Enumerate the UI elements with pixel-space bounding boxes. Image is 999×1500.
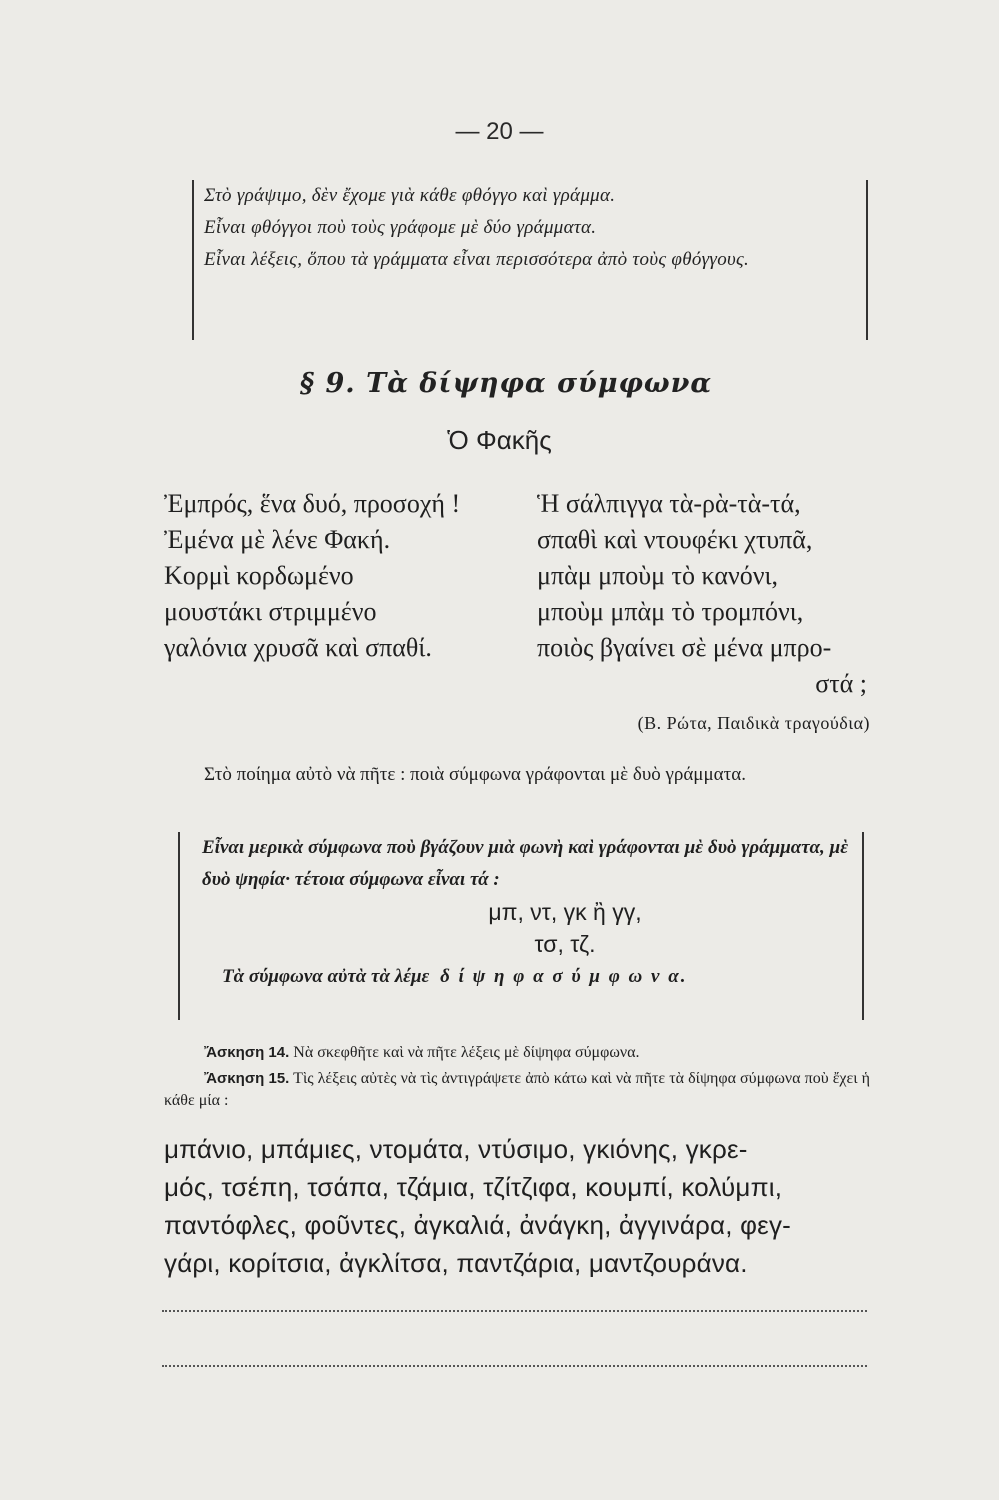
rule-conclusion-prefix: Τὰ σύμφωνα αὐτὰ τὰ λέμε xyxy=(222,966,430,987)
rule-conclusion-term: δ ί ψ η φ α σ ύ μ φ ω ν α. xyxy=(440,966,688,987)
poem-line: μπὰμ μποὺμ τὸ κανόνι, xyxy=(537,561,778,590)
poem-line-continuation: στά ; xyxy=(815,669,867,698)
exercise-text: Τὶς λέξεις αὐτὲς νὰ τὶς ἀντιγράψετε ἀπὸ κάτω καὶ νὰ πῆτε τὰ δίψηφα σύμφωνα ποὺ ἔχει ἡ κάθε μία : xyxy=(164,1070,871,1109)
digraph-list-1: μπ, ντ, γκ ἢ γγ, xyxy=(488,899,642,925)
rule-box xyxy=(178,832,864,1020)
poem-question: Στὸ ποίημα αὐτὸ νὰ πῆτε : ποιὰ σύμφωνα γράφονται μὲ δυὸ γράμματα. xyxy=(204,764,746,785)
poem-line: γαλόνια χρυσᾶ καὶ σπαθί. xyxy=(164,633,432,662)
digraph-list-2: τσ, τζ. xyxy=(534,931,596,957)
intro-line: Εἶναι φθόγγοι ποὺ τοὺς γράφομε μὲ δύο γράμματα. xyxy=(204,217,597,238)
poem-right-column xyxy=(537,486,867,702)
page-number: — 20 — xyxy=(455,118,544,145)
poem-line: μποὺμ μπὰμ τὸ τρομπόνι, xyxy=(537,597,804,626)
rule-text: Εἶναι μερικὰ σύμφωνα ποὺ βγάζουν μιὰ φωνὴ καὶ γράφονται μὲ δυὸ γράμματα, μὲ δυὸ ψηφία· τέτοια σύμφωνα εἶναι τά : xyxy=(202,837,848,890)
poem-left-column xyxy=(164,486,524,666)
poem-line: Ἡ σάλπιγγα τὰ-ρὰ-τὰ-τά, xyxy=(537,489,801,518)
poem-title: Ὁ Φακῆς xyxy=(447,425,552,455)
intro-line: Εἶναι λέξεις, ὅπου τὰ γράμματα εἶναι περισσότερα ἀπὸ τοὺς φθόγγους. xyxy=(204,249,750,270)
intro-box xyxy=(192,180,868,340)
exercise-14 xyxy=(164,1042,870,1064)
exercise-text: Νὰ σκεφθῆτε καὶ νὰ πῆτε λέξεις μὲ δίψηφα σύμφωνα. xyxy=(293,1044,640,1061)
exercise-label: Ἄσκηση 14. xyxy=(204,1044,290,1061)
poem-line: σπαθὶ καὶ ντουφέκι χτυπᾶ, xyxy=(537,525,813,554)
exercise-15 xyxy=(164,1068,870,1112)
section-title: § 9. Τὰ δίψηφα σύμφωνα xyxy=(300,368,713,399)
word-line: μός, τσέπη, τσάπα, τζάμια, τζίτζιφα, κουμπί, κολύμπι, xyxy=(164,1172,783,1202)
word-list xyxy=(164,1130,869,1282)
word-line: παντόφλες, φοῦντες, ἀγκαλιά, ἀνάγκη, ἀγγινάρα, φεγ- xyxy=(164,1210,792,1240)
word-line: μπάνιο, μπάμιες, ντομάτα, ντύσιμο, γκιόνης, γκρε- xyxy=(164,1134,748,1164)
writing-line xyxy=(162,1365,867,1367)
poem-line: μουστάκι στριμμένο xyxy=(164,597,377,626)
poem-attribution: (Β. Ρώτα, Παιδικὰ τραγούδια) xyxy=(637,713,870,733)
exercise-label: Ἄσκηση 15. xyxy=(204,1070,290,1087)
writing-line xyxy=(162,1310,867,1312)
intro-line: Στὸ γράψιμο, δὲν ἔχομε γιὰ κάθε φθόγγο καὶ γράμμα. xyxy=(204,185,616,206)
word-line: γάρι, κορίτσια, ἀγκλίτσα, παντζάρια, μαντζουράνα. xyxy=(164,1248,748,1278)
poem-line: Ἐμπρός, ἕνα δυό, προσοχή ! xyxy=(164,489,461,518)
poem-line: Ἐμένα μὲ λένε Φακή. xyxy=(164,525,391,554)
rule-conclusion xyxy=(222,962,848,992)
poem-line: ποιὸς βγαίνει σὲ μένα μπρο- xyxy=(537,633,832,662)
poem-line: Κορμὶ κορδωμένο xyxy=(164,561,354,590)
